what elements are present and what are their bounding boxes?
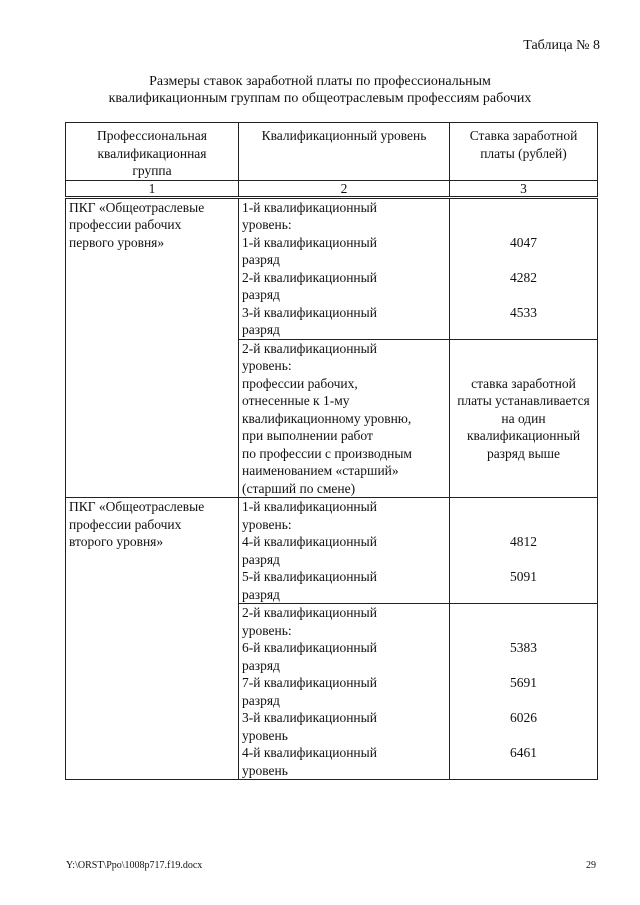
level-line: разряд	[242, 551, 280, 567]
pkg-name-line: ПКГ «Общеотраслевые	[69, 499, 205, 514]
table-title	[0, 73, 640, 107]
rate-note-line: на один	[501, 410, 546, 426]
level-line: (старший по смене)	[242, 480, 356, 496]
rate-note-line: платы устанавливается	[457, 393, 590, 408]
level-line: 2-й квалификационный	[242, 269, 377, 285]
level-line: уровень:	[242, 622, 292, 638]
title-line: Размеры ставок заработной платы по профессиональным	[149, 74, 491, 89]
rate-note-line: квалификационный	[466, 428, 581, 443]
rate-value: 5383	[510, 640, 537, 655]
header-line: группа	[132, 163, 172, 178]
pkg-name-line: ПКГ «Общеотраслевые	[69, 199, 205, 215]
level-line: 6-й квалификационный	[242, 640, 377, 655]
rate-cell	[450, 604, 598, 780]
rate-value: 4812	[510, 534, 537, 549]
table-row	[66, 498, 598, 604]
header-pkg	[66, 123, 239, 181]
column-number: 3	[450, 180, 598, 197]
pkg-name-cell	[66, 197, 239, 498]
rate-value: 4047	[510, 234, 537, 250]
header-line: квалификационная	[97, 145, 207, 161]
level-line: 3-й квалификационный	[242, 710, 377, 725]
level-line: разряд	[242, 692, 280, 708]
rate-cell	[450, 339, 598, 498]
level-line: 5-й квалификационный	[242, 569, 377, 584]
header-line: Квалификационный уровень	[261, 128, 427, 143]
level-line: 1-й квалификационный	[242, 499, 377, 514]
title-line: квалификационным группам по общеотраслевым профессиям рабочих	[108, 91, 532, 106]
rate-cell	[450, 498, 598, 604]
table-number: Таблица № 8	[523, 38, 600, 53]
level-line: квалификационному уровню,	[242, 410, 412, 426]
level-cell	[239, 339, 450, 498]
pkg-name-line: второго уровня»	[69, 534, 164, 549]
header-line: платы (рублей)	[480, 145, 567, 161]
footer-page-number: 29	[586, 860, 596, 871]
level-line: разряд	[242, 657, 280, 673]
level-line: 4-й квалификационный	[242, 745, 377, 760]
column-number: 2	[239, 180, 450, 197]
header-level	[239, 123, 450, 181]
rate-note-line: ставка заработной	[471, 375, 576, 391]
level-line: 7-й квалификационный	[242, 675, 377, 690]
rate-value: 6026	[510, 710, 537, 725]
level-line: по профессии с производным	[242, 445, 412, 461]
level-line: разряд	[242, 322, 280, 337]
level-line: уровень:	[242, 217, 292, 232]
header-line: Профессиональная	[97, 128, 207, 143]
pkg-name-line: профессии рабочих	[69, 217, 182, 232]
level-line: разряд	[242, 586, 280, 602]
level-line: отнесенные к 1-му	[242, 393, 350, 408]
header-row	[66, 123, 598, 181]
level-line: разряд	[242, 287, 280, 302]
table-row	[66, 197, 598, 339]
column-numbers-row	[66, 180, 598, 197]
level-cell	[239, 197, 450, 339]
level-line: уровень	[242, 762, 288, 778]
rate-value: 5091	[510, 569, 537, 584]
pkg-name-line: первого уровня»	[69, 234, 165, 250]
rate-cell	[450, 197, 598, 339]
level-line: уровень:	[242, 358, 292, 373]
column-number: 1	[66, 180, 239, 197]
level-line: уровень	[242, 727, 288, 743]
level-cell	[239, 604, 450, 780]
level-line: 4-й квалификационный	[242, 534, 377, 549]
level-line: профессии рабочих,	[242, 375, 358, 391]
level-line: разряд	[242, 252, 280, 267]
level-line: при выполнении работ	[242, 428, 373, 443]
header-line: Ставка заработной	[469, 128, 578, 143]
rates-table	[65, 122, 598, 780]
level-cell	[239, 498, 450, 604]
header-rate	[450, 123, 598, 181]
rate-value: 6461	[510, 745, 537, 760]
level-line: 1-й квалификационный	[242, 234, 377, 250]
level-line: уровень:	[242, 516, 292, 532]
rate-value: 4282	[510, 269, 537, 285]
footer-file-path: Y:\ORST\Ppo\1008p717.f19.docx	[66, 860, 203, 871]
level-line: 2-й квалификационный	[242, 340, 377, 356]
level-line: 1-й квалификационный	[242, 199, 377, 215]
level-line: 3-й квалификационный	[242, 304, 377, 320]
pkg-name-line: профессии рабочих	[69, 516, 182, 532]
rate-value: 5691	[510, 675, 537, 690]
level-line: 2-й квалификационный	[242, 605, 377, 620]
level-line: наименованием «старший»	[242, 463, 399, 478]
rate-note-line: разряд выше	[486, 445, 561, 461]
pkg-name-cell	[66, 498, 239, 780]
rate-value: 4533	[510, 304, 537, 320]
